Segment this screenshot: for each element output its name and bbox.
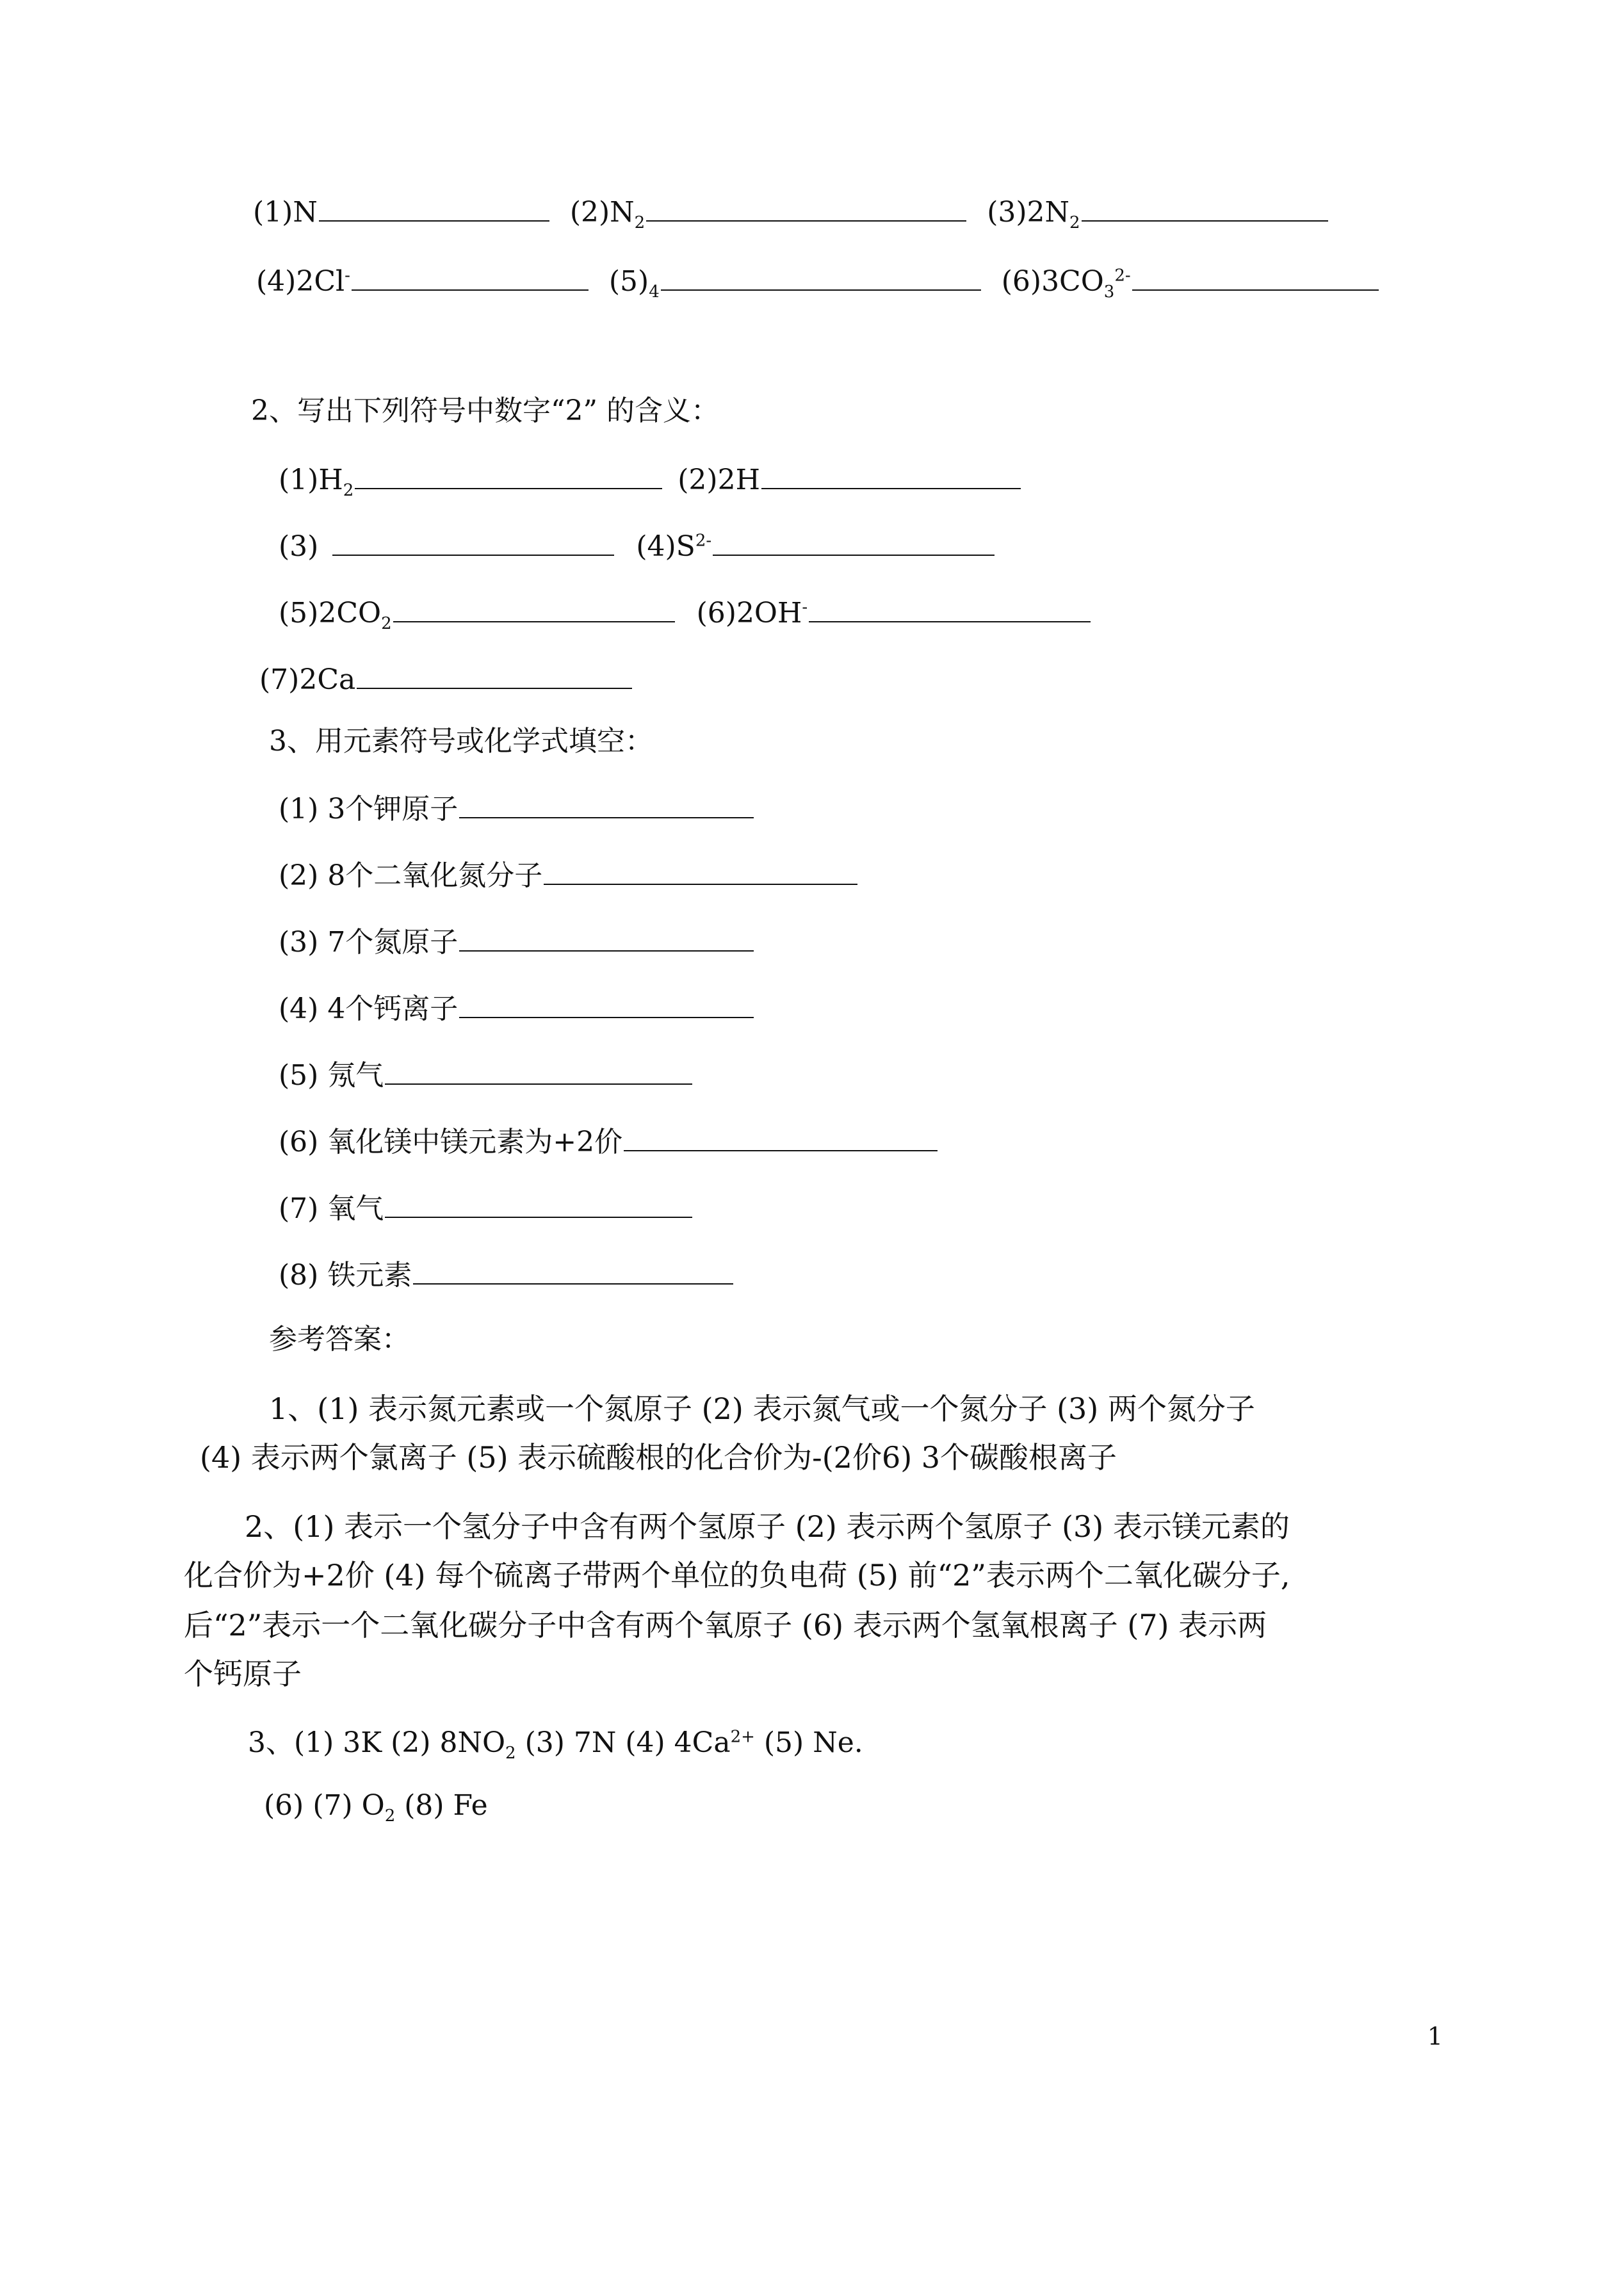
q3-title: 3、用元素符号或化学式填空： bbox=[269, 725, 653, 758]
answer-3-line-2: (6) (7) $O_2$ (8) Fe bbox=[264, 1789, 488, 1826]
q2-row1 bbox=[279, 460, 1021, 499]
q2-title: 2、写出下列符号中数字“2” 的含义： bbox=[251, 394, 719, 427]
q2-item-1: $(1)H_2$ bbox=[279, 464, 662, 496]
answer-blank[interactable] bbox=[1082, 192, 1328, 222]
answer-blank[interactable] bbox=[713, 526, 995, 556]
q2-item-3: (3) bbox=[279, 530, 614, 563]
q1-item-5: $(5)_4$ bbox=[609, 265, 981, 298]
q3-item-2: (2) 8个二氧化氮分子 bbox=[279, 856, 857, 895]
answer-blank[interactable] bbox=[393, 593, 675, 622]
q1-row1 bbox=[253, 192, 1328, 232]
answer-blank[interactable] bbox=[646, 192, 966, 222]
answer-blank[interactable] bbox=[809, 593, 1091, 622]
answer-2-line-1: 2、(1) 表示一个氢分子中含有两个氢原子 (2) 表示两个氢原子 (3) 表示镁元素的 bbox=[245, 1509, 1290, 1544]
answer-blank[interactable] bbox=[459, 922, 754, 952]
answer-blank[interactable] bbox=[385, 1188, 692, 1218]
q1-row2 bbox=[256, 261, 1379, 301]
answer-blank[interactable] bbox=[385, 1055, 692, 1085]
answer-blank[interactable] bbox=[459, 789, 754, 818]
q3-item-6: (6) 氧化镁中镁元素为+2价 bbox=[279, 1122, 938, 1162]
answer-2-line-3: 后“2”表示一个二氧化碳分子中含有两个氧原子 (6) 表示两个氢氧根离子 (7) 表示两 bbox=[184, 1608, 1267, 1642]
q3-item-4: (4) 4个钙离子 bbox=[279, 989, 754, 1028]
q3-item-1: (1) 3个钾原子 bbox=[279, 789, 754, 829]
answer-blank[interactable] bbox=[624, 1122, 938, 1151]
q3-item-5: (5) 氖气 bbox=[279, 1055, 692, 1095]
q1-item-6: $(6)3CO_3^{2-}$ bbox=[1002, 265, 1379, 298]
q2-item-6: (6)2OH- bbox=[697, 597, 1091, 629]
answer-blank[interactable] bbox=[332, 526, 614, 556]
answer-blank[interactable] bbox=[357, 660, 632, 689]
answer-1-line-1: 1、(1) 表示氮元素或一个氮原子 (2) 表示氮气或一个氮分子 (3) 两个氮分子 bbox=[269, 1391, 1255, 1426]
q1-item-3: $(3)2N_2$ bbox=[987, 196, 1328, 229]
answer-blank[interactable] bbox=[761, 460, 1021, 489]
q2-row2 bbox=[279, 526, 995, 566]
page-number: 1 bbox=[1427, 2022, 1443, 2050]
q1-item-1: (1)N bbox=[253, 196, 549, 229]
q2-row3 bbox=[279, 593, 1091, 633]
answer-blank[interactable] bbox=[319, 192, 549, 222]
q2-item-4: $(4)S^{2-}$ bbox=[636, 530, 995, 563]
answer-blank[interactable] bbox=[544, 856, 857, 885]
answer-blank[interactable] bbox=[413, 1255, 733, 1285]
answer-blank[interactable] bbox=[355, 460, 662, 489]
answer-blank[interactable] bbox=[1132, 261, 1379, 291]
answer-2-line-4: 个钙原子 bbox=[184, 1657, 302, 1691]
q2-item-5: $(5)2CO_2$ bbox=[279, 597, 675, 629]
q2-row4 bbox=[259, 660, 632, 699]
answer-2-line-2: 化合价为+2价 (4) 每个硫离子带两个单位的负电荷 (5) 前“2”表示两个二氧化碳分子, bbox=[184, 1558, 1290, 1593]
answer-1-line-2: (4) 表示两个氯离子 (5) 表示硫酸根的化合价为-(2价6) 3个碳酸根离子 bbox=[200, 1440, 1117, 1475]
answer-3-line-1: 3、(1) 3K (2) $8NO_2$ (3) 7N (4) $4Ca^{2+}$ (5) Ne. bbox=[248, 1726, 863, 1763]
answers-heading: 参考答案： bbox=[269, 1323, 410, 1356]
q2-item-2: (2)2H bbox=[678, 464, 1021, 496]
q3-item-8: (8) 铁元素 bbox=[279, 1255, 733, 1295]
answer-blank[interactable] bbox=[459, 989, 754, 1018]
q2-item-7: (7)2Ca bbox=[259, 663, 632, 696]
answer-blank[interactable] bbox=[352, 261, 589, 291]
answer-blank[interactable] bbox=[661, 261, 981, 291]
q1-item-4: (4)2Cl- bbox=[256, 265, 589, 298]
q1-item-2: $(2)N_2$ bbox=[570, 196, 966, 229]
q3-item-3: (3) 7个氮原子 bbox=[279, 922, 754, 962]
q3-item-7: (7) 氧气 bbox=[279, 1188, 692, 1228]
